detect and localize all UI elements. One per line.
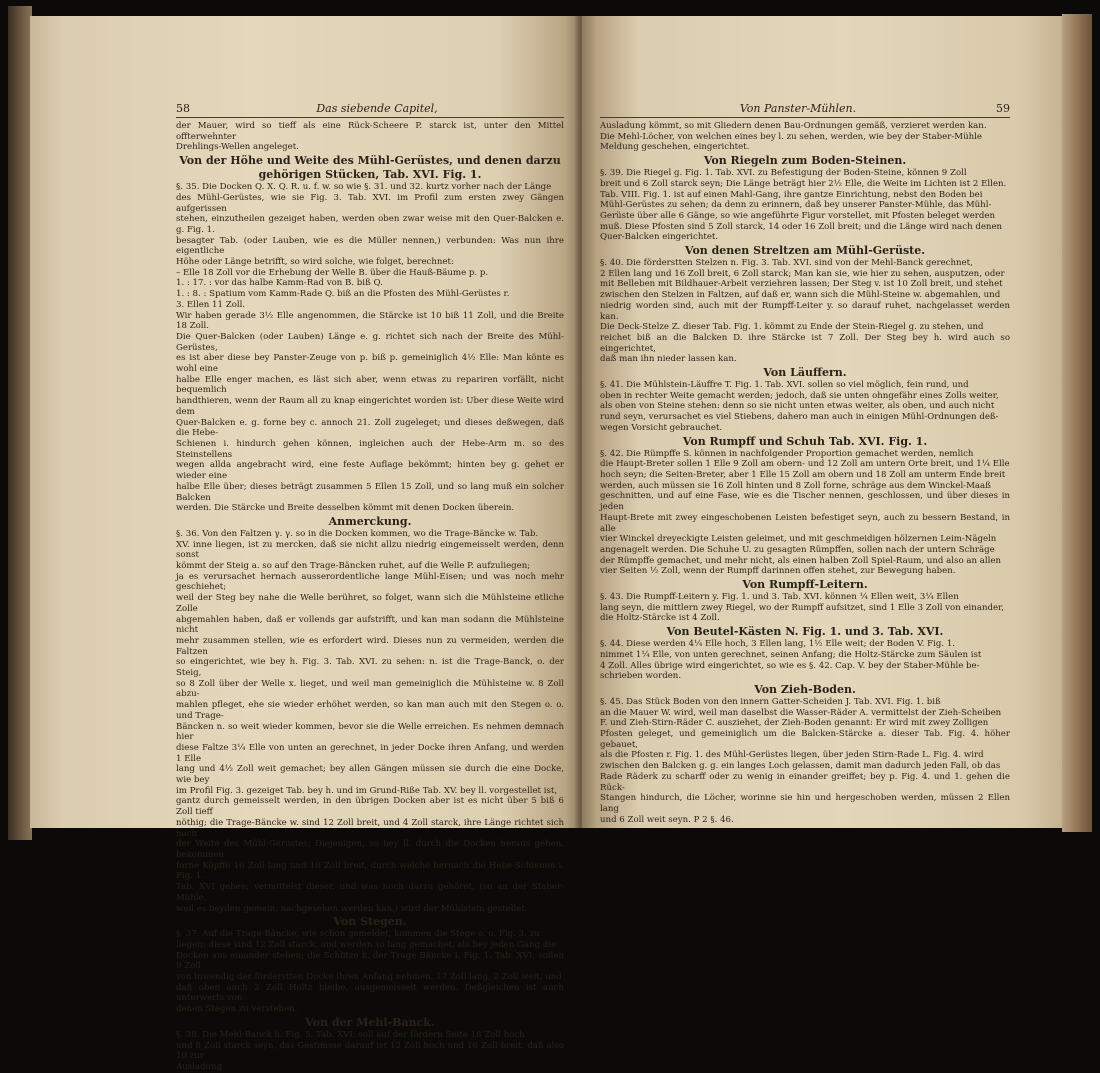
book-cover-left	[8, 6, 32, 840]
text-paragraph	[600, 592, 1010, 624]
text-paragraph	[600, 121, 1010, 153]
text-line: niedrig worden sind, auch mit der Rumpff-Leiter y. so darauf ruhet, nachgelasset werden kan.	[600, 300, 1013, 322]
running-title: Von Panster-Mühlen.	[739, 102, 857, 115]
text-line: Meldung geschehen, eingerichtet.	[600, 142, 750, 153]
left-page-header	[176, 102, 564, 118]
text-paragraph	[176, 528, 567, 914]
text-line: §. 38. Die Mehl-Banck h. Fig. 5. Tab. XVI. soll auf der fördern Seite 18 Zoll hoch	[176, 1029, 525, 1040]
text-line: §. 41. Die Mühlstein-Läuffre T. Fig. 1. Tab. XVI. sollen so viel möglich, fein rund, und	[600, 380, 969, 391]
text-line: §. 35. Die Docken Q. X. Q. R. u. f. w. so wie §. 31. und 32. kurtz vorher nach der Länge	[176, 182, 552, 193]
text-line: Docken aus einander stehen; die Schlitze k. der Trage Bäncke i. Fig. 1. Tab. XVI. sollen 9 Zoll	[176, 950, 567, 972]
text-line: wegen Vorsicht gebrauchet.	[600, 422, 723, 433]
text-line: halbe Elle über; dieses beträgt zusammen 5 Ellen 15 Zoll, und so lang muß ein solcher Balcken	[176, 481, 567, 503]
text-line: §. 42. Die Rümpffe S. können in nachfolgender Proportion gemachet werden, nemlich	[600, 448, 974, 459]
text-line: Wir haben gerade 3½ Elle angenommen, die Stärcke ist 10 biß 11 Zoll, und die Breite 18 Zoll.	[176, 310, 567, 332]
text-line: werden. Die Stärcke und Breite desselben kömmt mit denen Docken überein.	[176, 503, 515, 514]
text-line: an die Mauer W. wird, weil man daselbst die Wasser-Räder A. vermittelst der Zieh-Scheiben	[600, 707, 1002, 718]
text-line: Pfosten geleget, und gemeiniglich um die Balcken-Stärcke a. dieser Tab. Fig. 4. höher gebauet,	[600, 729, 1013, 750]
text-line: daß oben auch 2 Zoll Holtz bleibe, ausgemeisselt werden. Deßgleichen ist auch unterwerts von	[176, 982, 567, 1004]
text-line: nimmet 1¼ Elle, von unten gerechnet, seinen Anfang; die Holtz-Stärcke zum Säulen ist	[600, 649, 982, 660]
text-line: und 8 Zoll starck seyn, das Gestimsse darauf ist 12 Zoll hoch und 16 Zoll breit, daß also 10 zur	[176, 1040, 567, 1062]
text-line: im Profil Fig. 3. gezeiget Tab. bey h. und im Grund-Riße Tab. XV. bey ll. vorgestellet ist,	[176, 785, 558, 796]
text-line: oben in rechter Weite gemacht werden; jedoch, daß sie unten ohngefähr eines Zolls weiter,	[600, 390, 999, 401]
text-line: muß. Diese Pfosten sind 5 Zoll starck, 14 oder 16 Zoll breit; und die Länge wird nach denen	[600, 221, 1003, 232]
text-line: wegen allda angebracht wird, eine feste Auflage bekömmt; hinten bey g. gehet er wieder eine	[176, 460, 567, 482]
text-line: die Holtz-Stärcke ist 4 Zoll.	[600, 613, 720, 624]
text-line: Ausladung kömmt, so mit Gliedern denen Bau-Ordnungen gemäß, verzieret werden kan.	[600, 121, 987, 131]
text-line: §. 40. Die förderstten Stelzen n. Fig. 3. Tab. XVI. sind von der Mehl-Banck gerechnet,	[600, 258, 973, 269]
text-line: Stangen hindurch, die Löcher, worinne sie hin und hergeschoben werden, müssen 2 Ellen lang	[600, 793, 1013, 814]
text-line: vier Winckel dreyeckigte Leisten geleimet, und mit geschmeidigen hölzernen Leim-Nägeln	[600, 534, 997, 545]
text-line: so eingerichtet, wie bey h. Fig. 3. Tab. XVI. zu sehen: n. ist die Trage-Banck, o. der Steig,	[176, 657, 567, 679]
text-line: geschnitten, und auf eine Fase, wie es die Tischer nennen, geschlossen, und über dieses in jeden	[600, 491, 1013, 513]
text-paragraph	[600, 448, 1013, 577]
text-line: §. 37. Auf die Trage-Bäncke, wie schon gemeldet, kommen die Stege o. o. Fig. 3. zu	[176, 929, 540, 940]
text-line: §. 43. Die Rumpff-Leitern y. Fig. 1. und 3. Tab. XVI. können ¼ Ellen weit, 3¼ Ellen	[600, 592, 959, 603]
text-line: lang seyn, die mittlern zwey Riegel, wo der Rumpff aufsitzet, sind 1 Elle 3 Zoll von einander,	[600, 602, 1004, 613]
text-line: Tab. VIII. Fig. 1. ist auf einen Mahl-Gang, ihre gantze Einrichtung, nebst den Boden bei	[600, 189, 983, 200]
right-page-header	[600, 102, 1010, 118]
text-line: handthieren, wenn der Raum all zu knap eingerichtet worden ist: Uber diese Weite wird dem	[176, 396, 567, 417]
right-page-body	[600, 121, 1013, 825]
text-line: es ist aber diese bey Panster-Zeuge von p. biß p. gemeiniglich 4½ Elle: Man könte es wohl eine	[176, 353, 567, 375]
text-line: so 8 Zoll über der Welle x. lieget, und weil man gemeiniglich die Mühlsteine w. 8 Zoll abzu-	[176, 678, 567, 700]
text-line: 1. : 8. : Spatium vom Kamm-Rade Q. biß an die Pfosten des Mühl-Gerüstes r.	[176, 289, 510, 300]
section-heading: Anmerckung.	[328, 514, 412, 528]
text-line: lang und 4½ Zoll weit gemachet; bey allen Gängen müssen sie durch die eine Docke, wie bey	[176, 764, 567, 786]
section-heading: Von der Höhe und Weite des Mühl-Gerüstes, und denen darzu	[179, 154, 561, 168]
text-line: Mühl-Gerüstes zu sehen; da denn zu erinnern, daß bey unserer Panster-Mühle, das Mühl-	[600, 200, 992, 211]
text-line: §. 44. Diese werden 4¼ Elle hoch, 3 Ellen lang, 1½ Elle weit; der Boden V. Fig. 1.	[600, 639, 956, 650]
text-line: hoch seyn; die Seiten-Breter, aber 1 Elle 15 Zoll am obern und 18 Zoll am unterm Ende breit	[600, 469, 1006, 480]
text-line: denen Stegen zu verstehen.	[176, 1004, 298, 1015]
text-line: §. 39. Die Riegel g. Fig. 1. Tab. XVI. zu Befestigung der Boden-Steine, können 9 Zoll	[600, 168, 967, 179]
text-line: §. 36. Von den Faltzen γ. γ. so in die Docken kommen, wo die Trage-Bäncke w. Tab.	[176, 528, 539, 539]
text-line: Bäncken n. so weit wieder kommen, bevor sie die Welle erreichen. Es nehmen demnach hier	[176, 721, 567, 743]
text-line: Die Quer-Balcken (oder Lauben) Länge e. g. richtet sich nach der Breite des Mühl-Gerüstes,	[176, 331, 564, 353]
text-line: Haupt-Brete mit zwey eingeschobenen Leisten befestiget seyn, auch zu bessern Bestand, in alle	[600, 512, 1013, 534]
text-line: als oben von Steine stehen: denn so sie nicht unten etwas weiter, als oben, und auch nicht	[600, 401, 995, 412]
text-paragraph	[600, 380, 1010, 434]
section-heading: Von Läuffern.	[763, 366, 847, 380]
text-line: weil der Steg bey nahe die Welle berühret, so folget, wann sich die Mühlsteine etliche Zolle	[176, 593, 567, 614]
text-line: Ausladung	[176, 1061, 223, 1072]
section-heading: Von Stegen.	[333, 915, 407, 929]
text-line: halbe Elle enger machen, es läst sich aber, wenn etwas zu repariren vorfällt, nicht bequemlich	[176, 374, 567, 396]
text-line: schrieben worden.	[600, 671, 682, 682]
text-line: Rade Räderk zu scharff oder zu wenig in einander greiffet; bey p. Fig. 4. und 1. gehen die Rück-	[600, 771, 1013, 793]
text-line: reichet biß an die Balcken D. ihre Stärcke ist 7 Zoll. Der Steg bey h. wird auch so eingerichtet,	[600, 332, 1013, 354]
section-heading: Von Riegeln zum Boden-Steinen.	[703, 154, 907, 168]
text-line: breit und 6 Zoll starck seyn; Die Länge beträgt hier 2½ Elle, die Weite im Lichten ist 2 Ellen.	[600, 178, 1007, 189]
text-line: gantz durch gemeisselt werden, in den übrigen Docken aber ist es nicht über 5 biß 6 Zoll tieff	[176, 796, 567, 818]
text-line: ja es verursachet hernach ausserordentliche lange Mühl-Eisen; und was noch mehr geschiehet;	[176, 571, 567, 593]
text-line: von inwendig der förderstten Docke ihren Anfang nehmen, 17 Zoll lang, 2 Zoll weit, und	[176, 972, 562, 983]
open-book	[8, 6, 1092, 1072]
section-heading: gehörigen Stücken, Tab. XVI. Fig. 1.	[258, 168, 482, 182]
book-cover-right	[1062, 14, 1092, 832]
text-line: daß man ihn nieder lassen kan.	[600, 354, 737, 365]
text-line: mehr zusammen stellen, wie es erfordert wird. Dieses nun zu vermeiden, werden die Faltzen	[176, 635, 567, 657]
text-paragraph	[176, 1029, 567, 1073]
text-line: der Mauer, wird so tieff als eine Rück-Scheere P. starck ist, unter den Mittel offterwehnter	[176, 121, 567, 142]
text-line: 2 Ellen lang und 16 Zoll breit, 6 Zoll starck; Man kan sie, wie hier zu sehen, ausputzen, oder	[600, 268, 1005, 279]
text-line: nöthig; die Trage-Bäncke w. sind 12 Zoll breit, und 4 Zoll starck, ihre Länge richtet sich nach	[176, 817, 567, 839]
text-line: Quer-Balcken eingerichtet.	[600, 232, 719, 243]
text-paragraph	[600, 639, 1010, 682]
text-line: 1. : 17. : vor das halbe Kamm-Rad von B. biß Q.	[176, 278, 383, 289]
section-heading: Von der Mehl-Banck.	[305, 1015, 435, 1029]
text-line: XV. inne liegen, ist zu mercken, daß sie nicht allzu niedrig eingemeisselt werden, denn sonst	[176, 539, 567, 561]
text-line: des Mühl-Gerüstes, wie sie Fig. 3. Tab. XVI. im Profil zum ersten zwey Gängen aufgerissen	[176, 192, 567, 214]
section-heading: Von Beutel-Kästen N. Fig. 1. und 3. Tab. XVI.	[666, 625, 944, 639]
text-line: Quer-Balcken e. g. forne bey c. annoch 21. Zoll zugeleget; und dieses deßwegen, daß die Hebe-	[176, 417, 567, 439]
text-line: besagter Tab. (oder Lauben, wie es die Müller nennen,) verbunden: Was nun ihre eigentliche	[176, 235, 567, 257]
text-line: mahlen pfleget, ehe sie wieder erhöhet werden, so kan man auch mit den Stegen o. o. und Trage-	[176, 700, 567, 721]
left-page-body	[176, 121, 567, 1073]
text-paragraph	[600, 258, 1013, 365]
text-line: rund seyn, verursachet es viel Stiebens, dahero man auch in einigen Mühl-Ordnungen deß-	[600, 412, 999, 423]
text-line: zwischen den Stelzen in Faltzen, auf daß er, wann sich die Mühl-Steine w. abgemahlen, und	[600, 290, 1001, 301]
text-line: vier Seiten ½ Zoll, wenn der Rumpff darinnen offen stehet, zur Bewegung haben.	[600, 566, 956, 577]
text-line: Schienen i. hindurch gehen können, ingleichen auch der Hebe-Arm m. so des Steinstellens	[176, 438, 567, 460]
text-paragraph	[176, 929, 567, 1015]
text-line: – Elle 18 Zoll vor die Erhebung der Welle B. über die Hauß-Bäume p. p.	[176, 267, 489, 278]
text-line: abgemahlen haben, daß er vollends gar aufstrifft, und kan man sodann die Mühlsteine nicht	[176, 614, 567, 636]
text-line: Die Deck-Stelze Z. dieser Tab. Fig. 1. kömmt zu Ende der Stein-Riegel g. zu stehen, und	[600, 322, 984, 333]
text-line: weil es beyden gemein, nachgesehen werden kan,) wird der Mühlstein gestellet.	[176, 903, 528, 914]
text-line: diese Faltze 3¼ Elle von unten an gerechnet, in jeder Docke ihren Anfang, und werden 1 Elle	[176, 742, 567, 764]
page-number: 58	[176, 102, 190, 115]
section-heading: Von denen Streltzen am Mühl-Gerüste.	[684, 244, 926, 258]
text-line: §. 45. Das Stück Boden von den innern Gatter-Scheiden J. Tab. XVI. Fig. 1. biß	[600, 696, 941, 707]
right-page	[582, 16, 1062, 828]
text-line: der Rümpffe gemachet, und mehr nicht, als einen halben Zoll Spiel-Raum, und also an allen	[600, 555, 1001, 566]
text-line: stehen, einzutheilen gezeiget haben, werden oben zwar weise mit den Quer-Balcken e. g. Fig. 1.	[176, 214, 567, 235]
text-line: 4 Zoll. Alles übrige wird eingerichtet, so wie es §. 42. Cap. V. bey der Staber-Mühle be-	[600, 660, 980, 671]
text-line: zwischen den Balcken g. g. ein langes Loch gelassen, damit man dadurch jeden Fall, ob das	[600, 761, 1001, 772]
text-line: Die Mehl-Löcher, von welchen eines bey l. zu sehen, werden, wie bey der Staber-Mühle	[600, 131, 982, 142]
text-line: kömmt der Steig a. so auf den Trage-Bäncken ruhet, auf die Welle P. aufzuliegen;	[176, 561, 531, 572]
text-line: Tab. XVI gehen; vermittelst dieser, und was noch darzu gehöret, (so an der Staber-Mühle,	[176, 882, 564, 903]
text-line: angenagelt werden. Die Schuhe U. zu gesagten Rümpffen, sollen nach der untern Schräge	[600, 544, 995, 555]
text-line: forne Köpffe 16 Zoll lang und 10 Zoll breit, durch welche hernach die Hebe-Schienen i. Fig. 1.	[176, 860, 567, 882]
text-paragraph	[600, 696, 1013, 825]
running-title: Das siebende Capitel,	[316, 102, 438, 115]
text-line: Höhe oder Länge betrifft, so wird solche, wie folget, berechnet:	[176, 257, 454, 268]
left-page	[30, 16, 582, 1072]
text-line: die Haupt-Breter sollen 1 Elle 9 Zoll am obern- und 12 Zoll am untern Orte breit, und 1¼ Elle	[600, 459, 1010, 470]
text-line: liegen; diese sind 12 Zoll starck, und werden so lang gemachet, als bey jeden Gang die	[176, 939, 557, 950]
text-line: 3. Ellen 11 Zoll.	[176, 299, 246, 310]
section-heading: Von Rumpff-Leitern.	[742, 578, 868, 592]
page-number: 59	[996, 102, 1010, 115]
section-heading: Von Zieh-Boden.	[754, 682, 856, 696]
text-paragraph	[600, 168, 1010, 243]
text-line: als die Pfosten r. Fig. 1. des Mühl-Gerüstes liegen, über jeden Stirn-Rade L. Fig. 4. wird	[600, 750, 984, 761]
text-paragraph	[176, 182, 567, 514]
text-line: der Weite des Mühl-Gerüstes; Diejenigen, so bey ll. durch die Docken heraus gehen, bekommen	[176, 839, 567, 860]
section-heading: Von Rumpff und Schuh Tab. XVI. Fig. 1.	[682, 434, 928, 448]
text-line: Gerüste über alle 6 Gänge, so wie angeführte Figur vorstellet, mit Pfosten beleget werden	[600, 210, 996, 221]
text-line: werden, auch müssen sie 16 Zoll hinten und 8 Zoll forne, schräge aus dem Winckel-Maaß	[600, 480, 991, 491]
text-paragraph	[176, 121, 567, 153]
text-line: Drehlings-Wellen angeleget.	[176, 142, 299, 153]
text-line: und 6 Zoll weit seyn. P 2 §. 46.	[600, 814, 734, 825]
text-line: F. und Zieh-Stirn-Räder C. ausziehet, der Zieh-Boden genannt: Er wird mit zwey Zolligen	[600, 718, 989, 729]
text-line: mit Belleben mit Bildhauer-Arbeit verziehren lassen; Der Steg v. ist 10 Zoll breit, und stehet	[600, 279, 1003, 290]
